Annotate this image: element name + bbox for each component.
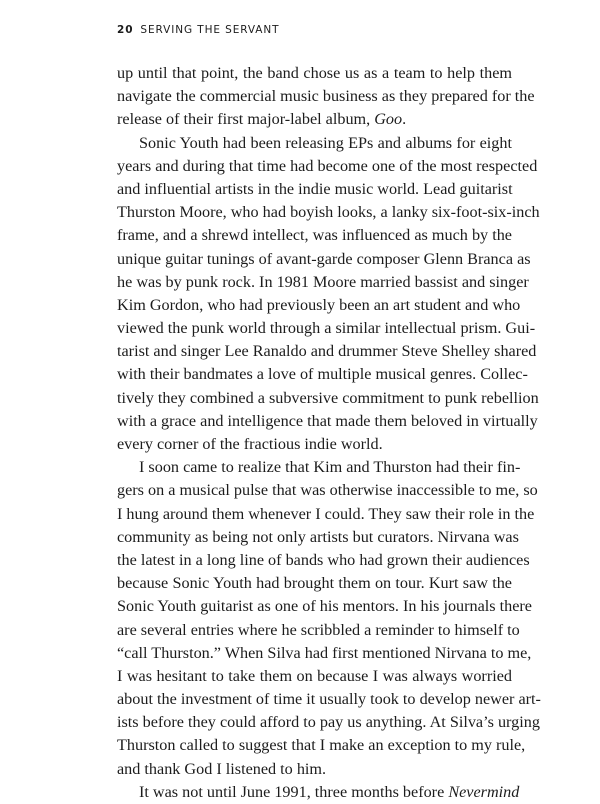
text-line: “call Thurston.” When Silva had first mentioned Nirvana to me, xyxy=(117,643,532,662)
text-segment: It was not until June 1991, three months before xyxy=(139,782,449,801)
text-line: Sonic Youth had been releasing EPs and albums for eight xyxy=(139,133,512,152)
text-line: with a grace and intelligence that made them beloved in virtually xyxy=(117,411,538,430)
running-title: SERVING THE SERVANT xyxy=(140,24,280,36)
running-header xyxy=(117,24,279,36)
text-line: with their bandmates a love of multiple musical genres. Collec- xyxy=(117,365,528,384)
text-line: are several entries where he scribbled a reminder to himself to xyxy=(117,620,520,639)
text-line: and thank God I listened to him. xyxy=(117,759,327,778)
text-line: every corner of the fractious indie world. xyxy=(117,435,383,453)
text-line: community as being not only artists but curators. Nirvana was xyxy=(117,527,519,546)
text-line: Thurston Moore, who had boyish looks, a lanky six-foot-six-inch xyxy=(117,203,540,222)
text-line: navigate the commercial music business as they prepared for the xyxy=(117,87,535,106)
text-line: because Sonic Youth had brought them on tour. Kurt saw the xyxy=(117,574,512,593)
text-line: gers on a musical pulse that was otherwise inaccessible to me, so xyxy=(117,481,538,500)
text-line: frame, and a shrewd intellect, was influenced as much by the xyxy=(117,226,512,245)
text-line: Sonic Youth guitarist as one of his mentors. In his journals there xyxy=(117,597,532,616)
text-line xyxy=(117,108,512,131)
text-line: about the investment of time it usually took to develop newer art- xyxy=(117,690,541,709)
album-title-goo: Goo xyxy=(374,110,403,129)
album-title-nevermind: Nevermind xyxy=(448,782,520,801)
text-line: the latest in a long line of bands who had grown their audiences xyxy=(117,550,530,569)
text-line xyxy=(117,781,520,804)
text-line: I soon came to realize that Kim and Thurston had their fin- xyxy=(139,458,521,477)
text-line: years and during that time had become one of the most respected xyxy=(117,156,538,175)
text-line: and influential artists in the indie music world. Lead guitarist xyxy=(117,179,513,198)
text-line: I hung around them whenever I could. They saw their role in the xyxy=(117,504,535,523)
body-text xyxy=(117,62,541,804)
text-line: tarist and singer Lee Ranaldo and drummer Steve Shelley shared xyxy=(117,342,537,361)
text-line: tively they combined a subversive commitment to punk rebellion xyxy=(117,388,539,407)
text-line: ists before they could afford to pay us anything. At Silva’s urging xyxy=(117,713,540,732)
text-line: Kim Gordon, who had previously been an art student and who xyxy=(117,295,521,314)
text-line: up until that point, the band chose us as a team to help them xyxy=(117,64,512,82)
text-line: unique guitar tunings of avant-garde composer Glenn Branca as xyxy=(117,249,531,268)
page-number: 20 xyxy=(117,24,134,36)
text-line: I was hesitant to take them on because I was always worried xyxy=(117,666,512,685)
text-line: viewed the punk world through a similar intellectual prism. Gui- xyxy=(117,319,536,338)
text-segment: release of their first major-label album, xyxy=(117,110,375,129)
text-line: he was by punk rock. In 1981 Moore married bassist and singer xyxy=(117,272,529,291)
text-line: Thurston called to suggest that I make an exception to my rule, xyxy=(117,736,526,755)
text-segment: . xyxy=(402,110,407,129)
